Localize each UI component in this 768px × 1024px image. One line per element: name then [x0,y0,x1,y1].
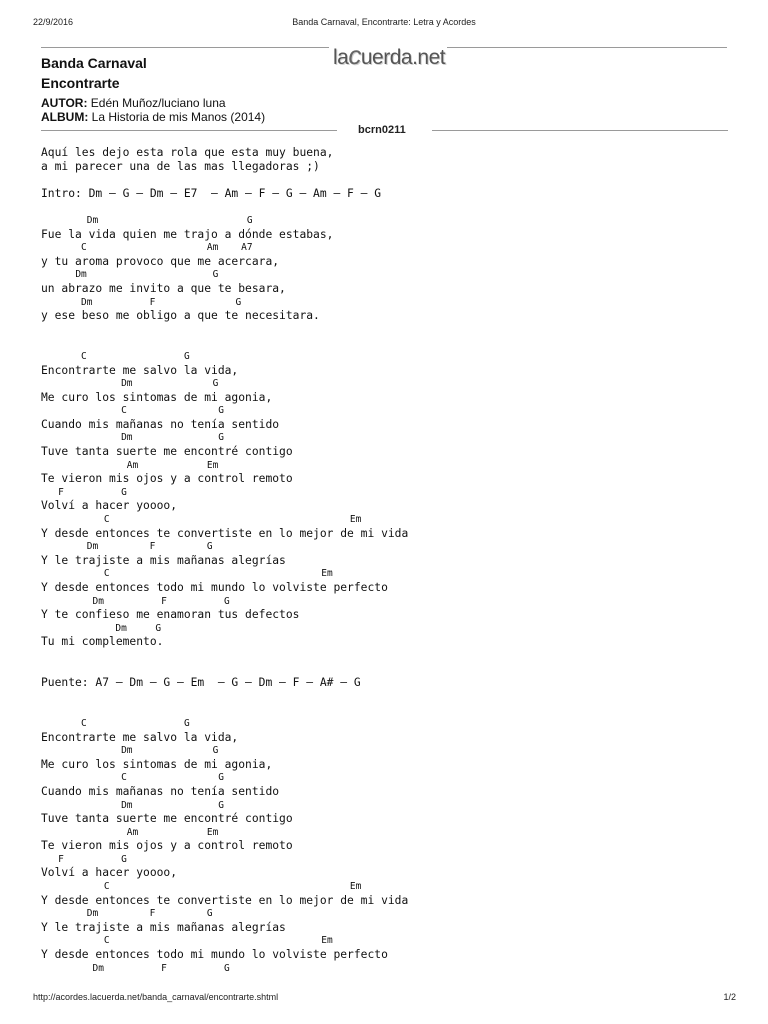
lyric-line: Fue la vida quien me trajo a dónde estabas, [41,227,334,241]
chord-line[interactable]: Dm G [41,799,225,811]
artist-name[interactable]: Banda Carnaval [41,55,147,71]
lyric-line: Encontrarte me salvo la vida, [41,730,239,744]
blank-line [41,323,408,337]
blank-line [41,663,408,677]
lyric-line: Me curo los sintomas de mi agonia, [41,757,273,771]
lyric-line: Puente: A7 – Dm – G – Em – G – Dm – F – A# – G [41,676,361,690]
chord-line[interactable]: F G [41,486,127,498]
lyric-line: Volví a hacer yoooo, [41,866,178,880]
logo-c: c [348,40,361,70]
lyric-line: Me curo los sintomas de mi agonia, [41,390,273,404]
chord-line[interactable]: Dm G [41,378,219,390]
chord-line[interactable]: Dm G [41,269,219,281]
chord-line[interactable]: Dm G [41,745,219,757]
lyric-line: Aquí les dejo esta rola que esta muy buena, [41,146,334,159]
chord-line[interactable]: F G [41,853,127,865]
lyric-line: Y desde entonces todo mi mundo lo volviste perfecto [41,948,388,962]
album-line [41,110,265,124]
chord-line[interactable]: Dm G [41,622,162,634]
chord-line[interactable]: Dm F G [41,541,213,553]
blank-line [41,200,408,214]
lyric-line: Tuve tanta suerte me encontré contigo [41,812,293,826]
lyric-line: Y te confieso me enamoran tus defectos [41,608,300,622]
header-rule-left [41,47,329,48]
lyric-line: Volví a hacer yoooo, [41,499,178,513]
blank-line [41,173,408,187]
lyric-line: Te vieron mis ojos y a control remoto [41,472,293,486]
submitted-by[interactable]: bcrn0211 [358,124,406,136]
header-rule-right [447,47,727,48]
print-footer [0,992,768,1006]
chord-line[interactable]: Dm F G [41,296,242,308]
album-label: ALBUM: [41,110,89,124]
site-logo[interactable] [333,40,445,71]
lyric-line: Tuve tanta suerte me encontré contigo [41,445,293,459]
chord-line[interactable]: Dm F G [41,962,230,974]
author-value: Edén Muñoz/luciano luna [90,96,226,110]
author-line [41,96,226,110]
logo-suffix: uerda.net [360,46,446,69]
lyric-line: y ese beso me obligo a que te necesitara. [41,309,320,323]
chord-line[interactable]: C Em [41,881,362,893]
lyric-line: Y desde entonces te convertiste en lo mejor de mi vida [41,893,409,907]
user-rule-left [41,130,337,131]
lyric-line: Cuando mis mañanas no tenía sentido [41,417,280,431]
album-value: La Historia de mis Manos (2014) [91,110,266,124]
chord-line[interactable]: C G [41,350,190,362]
lyric-line: Y le trajiste a mis mañanas alegrías [41,920,286,934]
chord-line[interactable]: C G [41,405,225,417]
lyric-line: Encontrarte me salvo la vida, [41,363,239,377]
lyric-line: Tu mi complemento. [41,635,164,649]
lyric-line: y tu aroma provoco que me acercara, [41,254,280,268]
print-page-number: 1/2 [723,992,736,1002]
lyric-line: Cuando mis mañanas no tenía sentido [41,784,280,798]
print-header [0,17,768,31]
chord-line[interactable]: C Am A7 [41,242,253,254]
chord-line[interactable]: C G [41,717,190,729]
chord-line[interactable]: C Em [41,514,362,526]
lyric-line: a mi parecer una de las mas llegadoras ;) [41,159,320,173]
print-date: 22/9/2016 [33,17,74,27]
blank-line [41,703,408,717]
chord-line[interactable]: Dm G [41,214,253,226]
print-page-title: Banda Carnaval, Encontrarte: Letra y Acordes [292,17,476,27]
blank-line [41,690,408,704]
chord-line[interactable]: Am Em [41,826,219,838]
print-url: http://acordes.lacuerda.net/banda_carnaval/encontrarte.shtml [33,992,279,1002]
chord-line[interactable]: C Em [41,935,333,947]
chord-line[interactable]: Am Em [41,459,219,471]
lyric-line: Y le trajiste a mis mañanas alegrías [41,553,286,567]
lyric-line: Y desde entonces te convertiste en lo mejor de mi vida [41,526,409,540]
song-body [41,146,408,975]
chord-line[interactable]: Dm F G [41,595,230,607]
user-rule-right [432,130,728,131]
lyric-line: Intro: Dm – G – Dm – E7 – Am – F – G – Am – F – G [41,186,382,200]
chord-line[interactable]: Dm F G [41,908,213,920]
author-label: AUTOR: [41,96,88,110]
blank-line [41,649,408,663]
chord-line[interactable]: Dm G [41,432,225,444]
chord-line[interactable]: C Em [41,568,333,580]
lyric-line: Y desde entonces todo mi mundo lo volviste perfecto [41,581,388,594]
logo-prefix: la [333,46,349,69]
lyric-line: Te vieron mis ojos y a control remoto [41,839,293,853]
chord-line[interactable]: C G [41,772,225,784]
lyric-line: un abrazo me invito a que te besara, [41,281,286,295]
blank-line [41,336,408,350]
song-title: Encontrarte [41,75,120,91]
